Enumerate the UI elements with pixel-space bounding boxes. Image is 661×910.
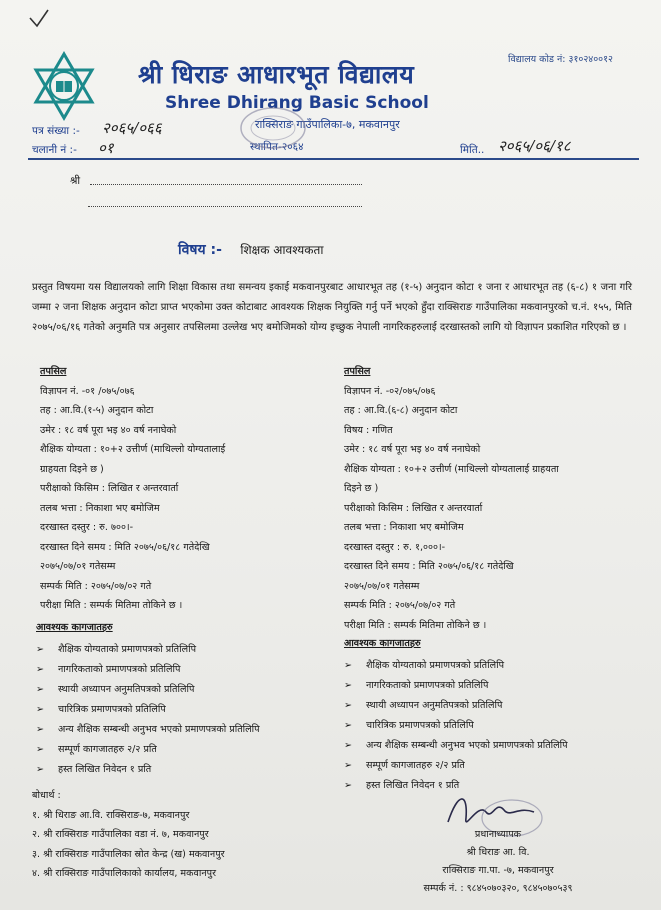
school-logo-icon (28, 50, 100, 122)
cc-item: ४. श्री राक्सिराङ गाउँपालिकाको कार्यालय, मकवानपुर (32, 868, 217, 879)
doc-list-item (344, 736, 644, 756)
vacancy-left-lines (40, 382, 330, 616)
subject-label: विषय :- (178, 242, 222, 258)
doc-list-item (36, 720, 336, 740)
signature-title: प्रधानाध्यापक (474, 829, 522, 840)
vacancy-line: तह : आ.वि.(१-५) अनुदान कोटा (40, 405, 154, 416)
cc-section (32, 786, 225, 884)
dispatch-no-value: ०१ (98, 139, 114, 157)
vacancy-line: तलब भत्ता : निकाशा भए बमोजिम (344, 522, 464, 533)
ref-no-label: पत्र संख्या :- (32, 125, 80, 137)
tick-mark (28, 8, 50, 30)
cc-items (32, 806, 225, 884)
arrow-bullet-icon: ➢ (344, 780, 353, 791)
doc-list-item (344, 756, 644, 776)
vacancy-line: सम्पर्क मिति : २०७५/०७/०२ गते (40, 580, 152, 592)
docs-right-heading: आवश्यक कागजातहरु (344, 638, 421, 649)
vacancy-line: परीक्षाको किसिम : लिखित र अन्तरवार्ता (40, 483, 179, 494)
vacancy-right-heading: तपसिल (344, 366, 371, 377)
vacancy-right-lines (344, 382, 634, 636)
doc-list-item (344, 656, 644, 676)
header-divider (28, 158, 639, 160)
doc-item-text: अन्य शैक्षिक सम्बन्धी अनुभव भएको प्रमाणपत्रको प्रतिलिपि (366, 740, 568, 751)
vacancy-left-heading: तपसिल (40, 366, 67, 377)
vacancy-line: तलब भत्ता : निकाशा भए बमोजिम (40, 502, 160, 514)
arrow-bullet-icon: ➢ (344, 700, 353, 711)
dispatch-no-label: चलानी नं :- (32, 144, 77, 156)
doc-item-text: स्थायी अध्यापन अनुमतिपत्रको प्रतिलिपि (58, 684, 195, 695)
body-paragraph: प्रस्तुत विषयमा यस विद्यालयको लागि शिक्षा विकास तथा समन्वय इकाई मकवानपुरबाट आधारभूत तह (१-५) अनुदान कोटा १ जना र आधारभूत तह (६-८) १ जना गरि जम्मा २ जना शिक्षक अनुदान कोटा प्राप्त भएकोमा उक्त कोटाबाट आवश्यक शिक्षक नियुक्ति गर्नु पर्ने भएको हुँदा राक्सिराङ गाउँपालिका मकवानपुरको च.नं. १५५, मिति २०७५/०६/१६ गतेको अनुमति पत्र अनुसार तपसिलमा उल्लेख भए बमोजिमको योग्य इच्छुक नेपाली नागरिकहरुलाई दरखास्तको लागि यो विज्ञापन प्रकाशित गरिएको छ । (32, 282, 632, 333)
vacancy-line: ग्राहयता दिइने छ ) (40, 463, 104, 475)
header-stamp-icon (238, 104, 308, 152)
recipient-line-2 (88, 206, 362, 207)
vacancy-line: दरखास्त दस्तुर : रु. १,०००।- (344, 541, 446, 553)
arrow-bullet-icon: ➢ (36, 644, 45, 655)
doc-item-text: शैक्षिक योग्यताको प्रमाणपत्रको प्रतिलिपि (366, 660, 505, 671)
vacancy-line: विषय : गणित (344, 424, 393, 436)
doc-list-item (36, 760, 336, 780)
doc-item-text: चारित्रिक प्रमाणपत्रको प्रतिलिपि (366, 720, 474, 731)
arrow-bullet-icon: ➢ (36, 684, 45, 695)
vacancy-line: सम्पर्क मिति : २०७५/०७/०२ गते (344, 600, 456, 611)
vacancy-line: परीक्षा मिति : सम्पर्क मितिमा तोकिने छ । (344, 619, 487, 631)
doc-item-text: अन्य शैक्षिक सम्बन्धी अनुभव भएको प्रमाणपत्रको प्रतिलिपि (58, 724, 260, 735)
vacancy-line: शैक्षिक योग्यता : १०+२ उत्तीर्ण (माथिल्लो योग्यतालाई ग्राहयता (344, 463, 559, 475)
doc-item-text: स्थायी अध्यापन अनुमतिपत्रको प्रतिलिपि (366, 700, 503, 711)
recipient-line-1 (90, 184, 362, 185)
doc-item-text: हस्त लिखित निवेदन १ प्रति (58, 764, 152, 775)
vacancy-line: शैक्षिक योग्यता : १०+२ उत्तीर्ण (माथिल्लो योग्यतालाई (40, 444, 226, 455)
arrow-bullet-icon: ➢ (344, 680, 353, 691)
vacancy-line: दरखास्त दिने समय : मिति २०७५/०६/१८ गतेदेखि (40, 541, 210, 553)
doc-item-text: नागरिकताको प्रमाणपत्रको प्रतिलिपि (58, 664, 181, 675)
recipient-prefix: श्री (70, 175, 81, 187)
arrow-bullet-icon: ➢ (344, 760, 353, 771)
school-code: विद्यालय कोड नं: ३१०२४००१२ (508, 54, 613, 65)
doc-list-item (344, 696, 644, 716)
arrow-bullet-icon: ➢ (36, 704, 45, 715)
arrow-bullet-icon: ➢ (36, 664, 45, 675)
doc-item-text: शैक्षिक योग्यताको प्रमाणपत्रको प्रतिलिपि (58, 644, 197, 655)
docs-right-items (344, 656, 644, 796)
school-name-nepali: श्री धिराङ आधारभूत विद्यालय (138, 60, 415, 89)
subject (178, 240, 323, 259)
vacancy-line: विज्ञापन नं. -०१ /०७५/०७६ (40, 385, 135, 397)
vacancy-line: उमेर : १८ वर्ष पूरा भइ ४० वर्ष ननाघेको (40, 424, 177, 436)
doc-item-text: नागरिकताको प्रमाणपत्रको प्रतिलिपि (366, 680, 489, 691)
signature-school: श्री धिराङ आ. वि. (466, 847, 530, 858)
doc-list-item (344, 716, 644, 736)
school-name-english: Shree Dhirang Basic School (165, 93, 429, 113)
vacancy-line: परीक्षाको किसिम : लिखित र अन्तरवार्ता (344, 502, 483, 514)
cc-heading: बोधार्थ : (32, 790, 61, 801)
school-address: राक्सिराङ गाउँपालिका-७, मकवानपुर (255, 118, 400, 131)
vacancy-line: २०७५/०७/०१ गतेसम्म (40, 561, 116, 572)
docs-left (36, 618, 336, 780)
arrow-bullet-icon: ➢ (344, 660, 353, 671)
doc-list-item (344, 676, 644, 696)
doc-list-item (36, 700, 336, 720)
signature-block (388, 826, 608, 898)
vacancy-right (344, 362, 634, 635)
cc-item: ३. श्री राक्सिराङ गाउँपालिका स्रोत केन्द्र (ख) मकवानपुर (32, 848, 225, 860)
vacancy-line: दरखास्त दिने समय : मिति २०७५/०६/१८ गतेदेखि (344, 561, 514, 572)
arrow-bullet-icon: ➢ (36, 764, 45, 775)
doc-list-item (36, 640, 336, 660)
doc-list-item (36, 740, 336, 760)
vacancy-line: २०७५/०७/०१ गतेसम्म (344, 580, 420, 592)
cc-item: २. श्री राक्सिराङ गाउँपालिका वडा नं. ७, मकवानपुर (32, 829, 209, 840)
date-label: मिति.. (460, 144, 485, 156)
vacancy-line: तह : आ.वि.(६-८) अनुदान कोटा (344, 405, 458, 416)
vacancy-line: विज्ञापन नं. -०२/०७५/०७६ (344, 385, 436, 397)
doc-list-item (36, 660, 336, 680)
established-year: स्थापित-२०६४ (250, 141, 304, 153)
docs-left-items (36, 640, 336, 780)
signature-address: राक्सिराङ गा.पा. -७, मकवानपुर (442, 865, 554, 876)
vacancy-left (40, 362, 330, 616)
cc-item: १. श्री धिराङ आ.वि. राक्सिराङ-७, मकवानपुर (32, 809, 190, 821)
arrow-bullet-icon: ➢ (344, 720, 353, 731)
docs-left-heading: आवश्यक कागजातहरु (36, 622, 113, 633)
vacancy-line: दरखास्त दस्तुर : रु. ७००।- (40, 522, 134, 533)
ref-no-value: २०६५/०६६ (102, 119, 162, 137)
arrow-bullet-icon: ➢ (36, 744, 45, 755)
vacancy-line: उमेर : १८ वर्ष पूरा भइ ४० वर्ष ननाघेको (344, 444, 481, 455)
date-value: २०६५/०६/१८ (498, 137, 571, 155)
arrow-bullet-icon: ➢ (36, 724, 45, 735)
signature-contact: सम्पर्क नं. : ९८४५०७०३२०, ९८४५०७०५३९ (423, 883, 573, 894)
doc-item-text: सम्पूर्ण कागजातहरु २/२ प्रति (58, 744, 157, 755)
subject-text: शिक्षक आवश्यकता (240, 243, 324, 257)
doc-item-text: सम्पूर्ण कागजातहरु २/२ प्रति (366, 760, 465, 771)
doc-list-item (36, 680, 336, 700)
doc-item-text: चारित्रिक प्रमाणपत्रको प्रतिलिपि (58, 704, 166, 715)
vacancy-line: परीक्षा मिति : सम्पर्क मितिमा तोकिने छ । (40, 600, 183, 611)
doc-item-text: हस्त लिखित निवेदन १ प्रति (366, 780, 460, 791)
docs-right (344, 634, 644, 796)
vacancy-line: दिइने छ ) (344, 483, 379, 494)
arrow-bullet-icon: ➢ (344, 740, 353, 751)
